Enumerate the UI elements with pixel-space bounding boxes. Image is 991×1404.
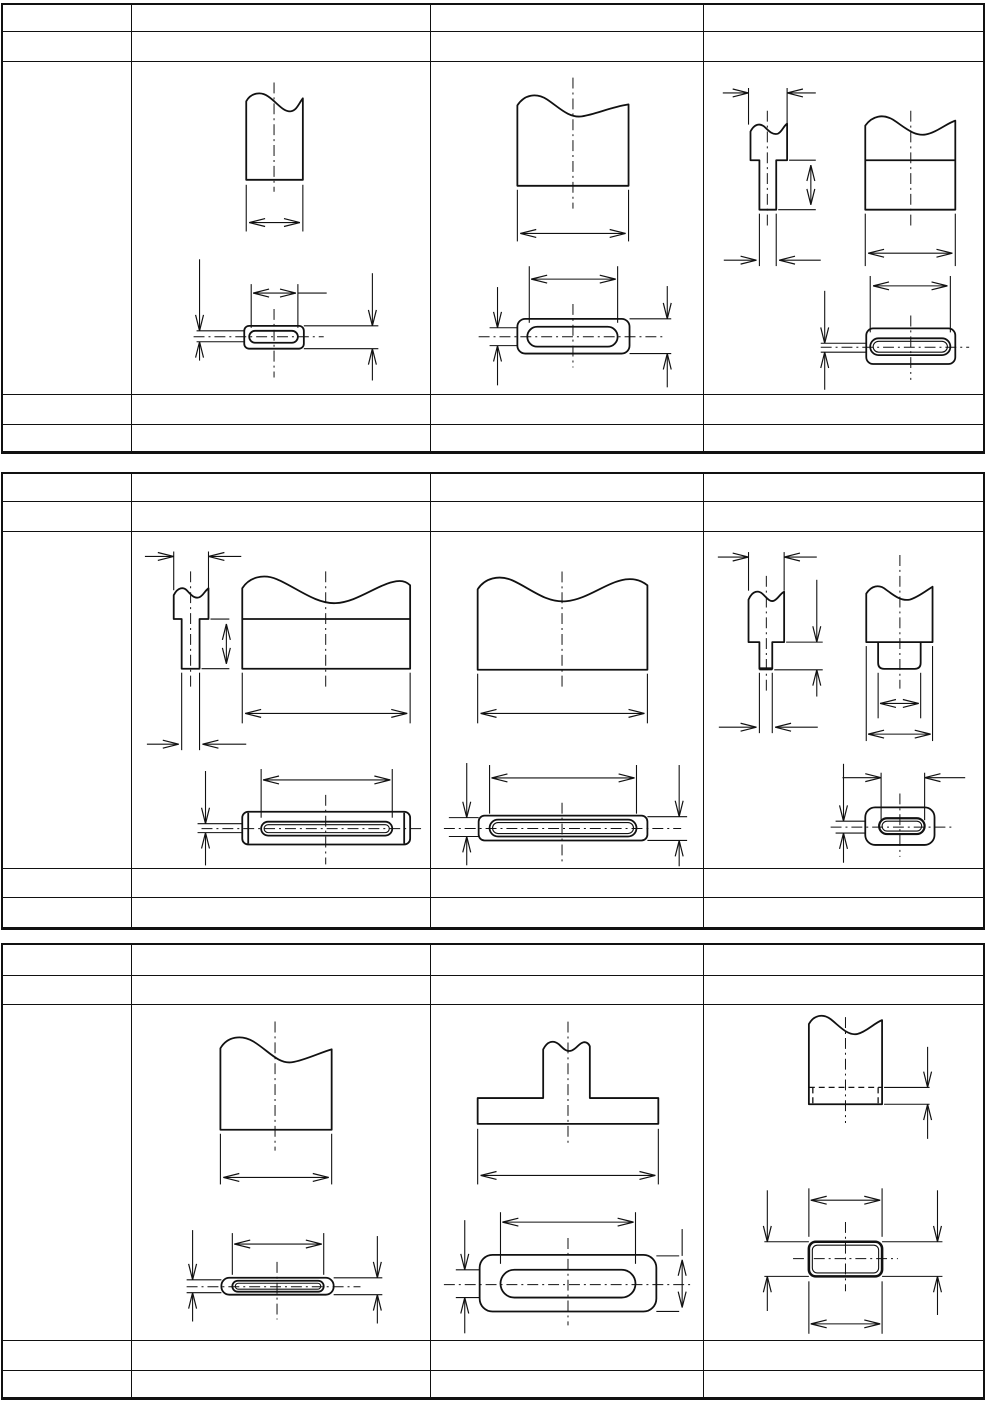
hub-keyway-plan-view (831, 764, 966, 863)
t2-figrow-col1 (3, 531, 131, 868)
t2-header1-col2 (131, 474, 430, 501)
t3-figrow-col4 (703, 1004, 983, 1340)
t2-header1-col4 (703, 474, 983, 501)
tee-boss-front-view (478, 1022, 659, 1185)
figure-t1-shaft-keyseat-wide (431, 62, 703, 394)
t3-figrow-col3 (430, 1004, 703, 1340)
t3-figrow-col1 (3, 1004, 131, 1340)
t1-header2-col4 (703, 31, 983, 61)
t3-header1-col3 (430, 945, 703, 975)
t3-header1-col1 (3, 945, 131, 975)
t3-footer2-col3 (430, 1370, 703, 1397)
table-3 (1, 943, 985, 1400)
figure-t2-shaft-keyseat-long (431, 532, 703, 868)
shaft-end-view (220, 1022, 331, 1185)
t2-footer2-col4 (703, 897, 983, 927)
t3-header2-col1 (3, 975, 131, 1004)
t1-header1-col2 (131, 5, 430, 31)
key-cross-section (718, 552, 823, 733)
shaft-end-view (246, 82, 303, 231)
t2-footer2-col3 (430, 897, 703, 927)
t3-header1-col4 (703, 945, 983, 975)
key-cross-section (723, 88, 821, 266)
t2-footer2-col2 (131, 897, 430, 927)
t1-footer1-col1 (3, 394, 131, 424)
slot-plan-view (444, 1212, 691, 1333)
t1-figrow-col2 (131, 61, 430, 394)
t1-figrow-col1 (3, 61, 131, 394)
t3-footer1-col3 (430, 1340, 703, 1370)
t2-figrow-col2 (131, 531, 430, 868)
t1-footer1-col2 (131, 394, 430, 424)
t2-header2-col2 (131, 501, 430, 531)
table-1 (1, 3, 985, 454)
shaft-end-view (517, 78, 628, 242)
table-2 (1, 472, 985, 930)
t3-footer1-col2 (131, 1340, 430, 1370)
t1-footer2-col3 (430, 424, 703, 451)
keyseat-plan-view (187, 1230, 383, 1323)
shaft-end-view-hidden-keyway (809, 1016, 930, 1139)
t2-header1-col3 (430, 474, 703, 501)
hub-keyway-plan-view (821, 276, 969, 390)
t2-figrow-col3 (430, 531, 703, 868)
t2-header2-col4 (703, 501, 983, 531)
t1-footer2-col4 (703, 424, 983, 451)
figure-t2-key-shaft-keyseat (132, 532, 430, 868)
t1-figrow-col3 (430, 61, 703, 394)
t1-header2-col3 (430, 31, 703, 61)
t2-footer1-col4 (703, 868, 983, 897)
hub-end-view-with-socket (866, 555, 932, 741)
t3-header2-col4 (703, 975, 983, 1004)
t2-footer1-col3 (430, 868, 703, 897)
t3-header1-col2 (131, 945, 430, 975)
figure-t3-shaft-keyseat-thin (132, 1005, 430, 1340)
t3-footer2-col1 (3, 1370, 131, 1397)
key-cross-section (145, 551, 246, 750)
t1-header2-col1 (3, 31, 131, 61)
key-plan-view (764, 1188, 942, 1333)
shaft-side-view (478, 571, 648, 723)
t1-header1-col3 (430, 5, 703, 31)
t1-header1-col4 (703, 5, 983, 31)
keyseat-plan-view (194, 259, 379, 380)
figure-t3-tee-boss-slot (431, 1005, 703, 1340)
t1-footer1-col3 (430, 394, 703, 424)
t2-footer2-col1 (3, 897, 131, 927)
t3-header2-col3 (430, 975, 703, 1004)
t1-footer2-col2 (131, 424, 430, 451)
t2-footer1-col2 (131, 868, 430, 897)
t1-header2-col2 (131, 31, 430, 61)
t2-footer1-col1 (3, 868, 131, 897)
t1-footer1-col4 (703, 394, 983, 424)
t1-header1-col1 (3, 5, 131, 31)
figure-t1-key-and-hub (704, 62, 983, 394)
shaft-side-view (242, 571, 410, 723)
t2-figrow-col4 (703, 531, 983, 868)
t1-figrow-col4 (703, 61, 983, 394)
t3-figrow-col2 (131, 1004, 430, 1340)
t3-header2-col2 (131, 975, 430, 1004)
keyseat-plan-view (198, 769, 425, 865)
t2-header2-col3 (430, 501, 703, 531)
t3-footer2-col2 (131, 1370, 430, 1397)
keyseat-plan-view (479, 266, 672, 387)
t3-footer1-col1 (3, 1340, 131, 1370)
t2-header1-col1 (3, 474, 131, 501)
keyseat-plan-view (444, 763, 687, 866)
t1-footer2-col1 (3, 424, 131, 451)
t3-footer2-col4 (703, 1370, 983, 1397)
t2-header2-col1 (3, 501, 131, 531)
figure-t3-hidden-keyway-key (704, 1005, 983, 1340)
figure-t1-shaft-keyseat-narrow (132, 62, 430, 394)
figure-t2-key-hub-socket (704, 532, 983, 868)
t3-footer1-col4 (703, 1340, 983, 1370)
hub-end-view (865, 111, 955, 266)
